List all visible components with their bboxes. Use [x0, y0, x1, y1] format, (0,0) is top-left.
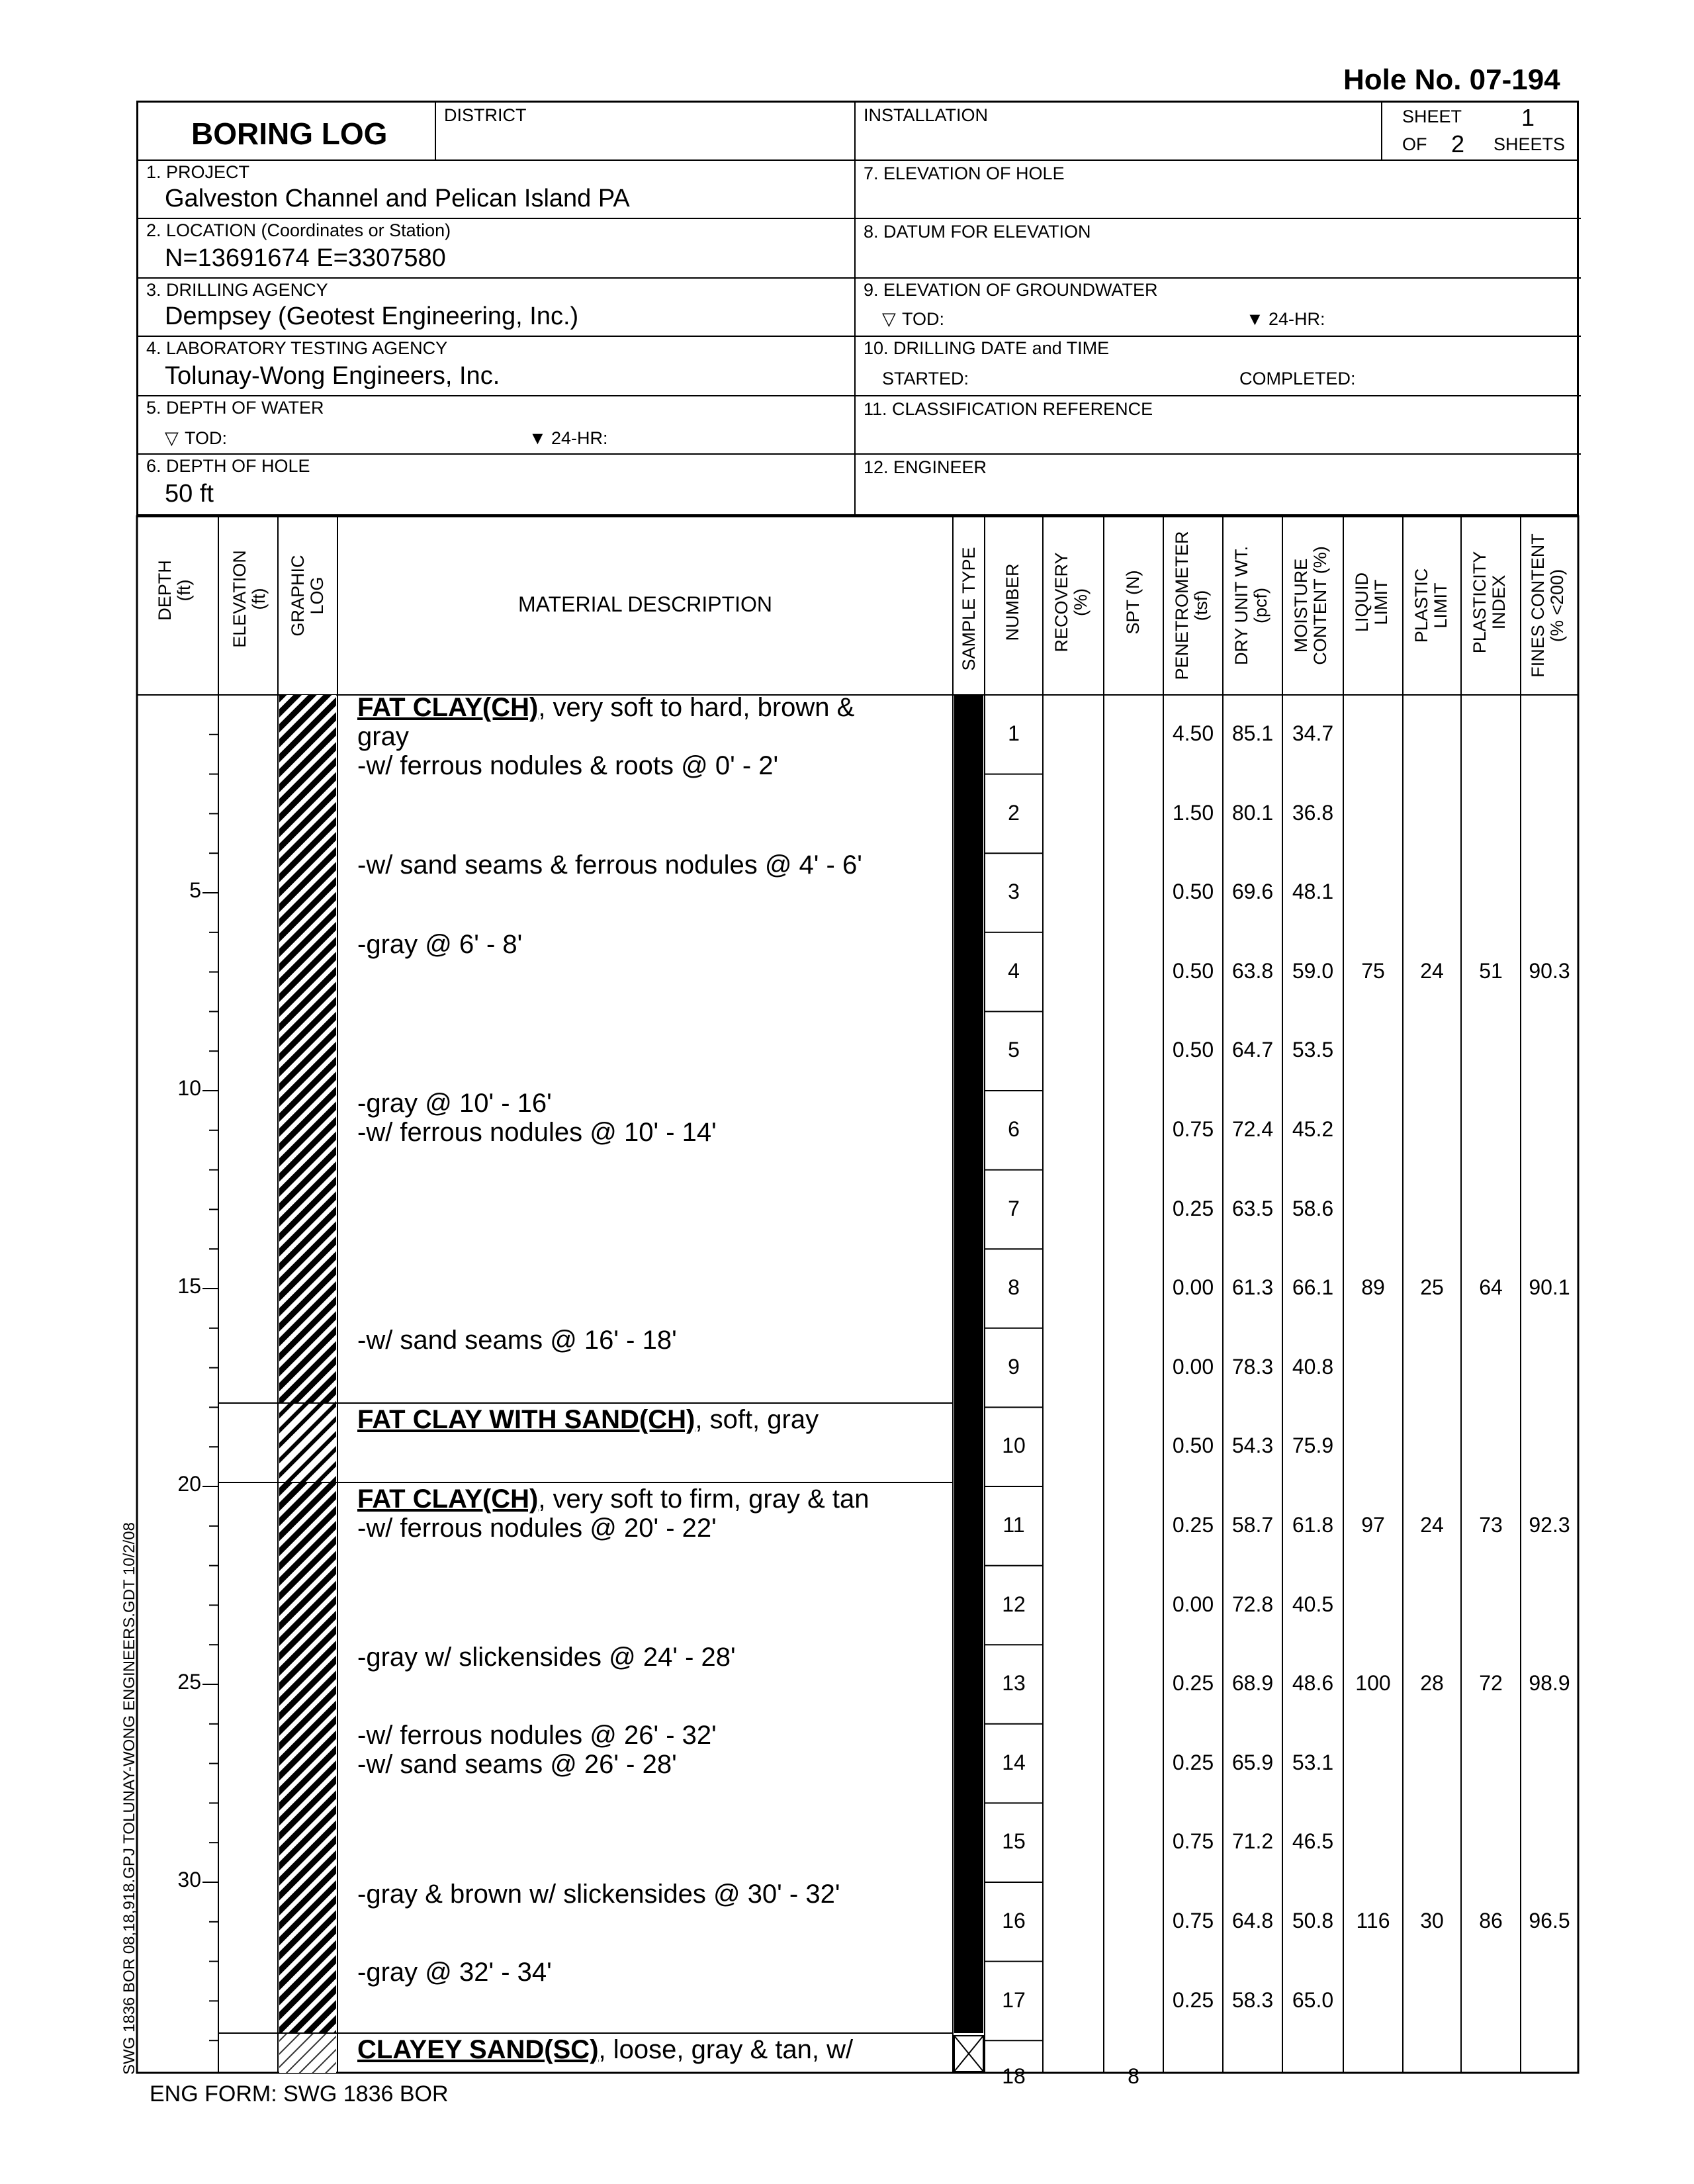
- sample-4-ll: 75: [1361, 958, 1385, 983]
- drill-date-label: 10. DRILLING DATE and TIME: [864, 338, 1110, 358]
- drilling-agency-value: Dempsey (Geotest Engineering, Inc.): [165, 302, 579, 330]
- sample-4-pl: 24: [1420, 958, 1444, 983]
- sample-13-ll: 100: [1355, 1671, 1391, 1696]
- completed-label: COMPLETED:: [1239, 369, 1356, 388]
- col-fines-header: FINES CONTENT (% <200): [1528, 533, 1567, 678]
- col-liquid-header: LIQUID LIMIT: [1352, 572, 1391, 633]
- depth-label-25: 25: [177, 1670, 201, 1694]
- sample-5-number: 5: [1008, 1038, 1020, 1062]
- sample-11-pi: 73: [1479, 1513, 1503, 1537]
- sample-15-pen: 0.75: [1172, 1829, 1214, 1854]
- desc-line-4: -w/ sand seams & ferrous nodules @ 4' - 6': [357, 850, 862, 880]
- sample-1-pen: 4.50: [1172, 721, 1214, 745]
- sample-5-moist: 53.5: [1292, 1038, 1334, 1062]
- sample-10-dry: 54.3: [1231, 1433, 1274, 1458]
- sample-11-number: 11: [1003, 1513, 1025, 1537]
- col-recovery-header: RECOVERY (%): [1051, 552, 1091, 653]
- sample-8-number: 8: [1008, 1275, 1020, 1300]
- sample-14-dry: 65.9: [1231, 1750, 1274, 1774]
- sample-13-moist: 48.6: [1292, 1671, 1334, 1696]
- desc-line-10: FAT CLAY(CH), very soft to firm, gray & tan: [357, 1484, 869, 1514]
- sample-1-number: 1: [1008, 721, 1020, 745]
- sample-7-moist: 58.6: [1292, 1196, 1334, 1220]
- sample-15-moist: 46.5: [1292, 1829, 1334, 1854]
- col-plastic-header: PLASTIC LIMIT: [1411, 568, 1450, 643]
- sample-14-moist: 53.1: [1292, 1750, 1334, 1774]
- of-label: OF: [1402, 134, 1427, 154]
- sample-6-number: 6: [1008, 1117, 1020, 1141]
- col-sample-type-header: SAMPLE TYPE: [959, 547, 979, 671]
- water-24-label: 24-HR:: [551, 428, 608, 448]
- sample-5-dry: 64.7: [1231, 1038, 1274, 1062]
- lab-label: 4. LABORATORY TESTING AGENCY: [146, 338, 448, 358]
- sample-3-number: 3: [1008, 880, 1020, 904]
- depth-label-30: 30: [177, 1868, 201, 1891]
- depth-label-10: 10: [177, 1076, 201, 1100]
- sample-7-number: 7: [1008, 1196, 1020, 1220]
- sample-9-moist: 40.8: [1292, 1354, 1334, 1379]
- desc-line-1: FAT CLAY(CH), very soft to hard, brown &: [357, 693, 855, 722]
- hole-number: Hole No. 07-194: [1343, 64, 1560, 96]
- sample-11-dry: 58.7: [1231, 1513, 1274, 1537]
- sample-8-pen: 0.00: [1172, 1275, 1214, 1300]
- col-dry-unit-header: DRY UNIT WT. (pcf): [1231, 545, 1270, 666]
- sample-2-dry: 80.1: [1231, 800, 1274, 825]
- sample-15-dry: 71.2: [1231, 1829, 1274, 1854]
- sample-9-number: 9: [1008, 1354, 1020, 1379]
- sample-8-moist: 66.1: [1292, 1275, 1334, 1300]
- col-moisture-header: MOISTURE CONTENT (%): [1291, 546, 1330, 665]
- sample-12-number: 12: [1002, 1592, 1026, 1616]
- sample-10-moist: 75.9: [1292, 1433, 1334, 1458]
- sample-11-ll: 97: [1361, 1513, 1385, 1537]
- sample-8-ll: 89: [1361, 1275, 1385, 1300]
- sheet-number: 1: [1521, 104, 1535, 131]
- district-label: DISTRICT: [444, 105, 527, 125]
- sample-2-moist: 36.8: [1292, 800, 1334, 825]
- sample-11-pl: 24: [1420, 1513, 1444, 1537]
- sample-16-pl: 30: [1420, 1909, 1444, 1933]
- sample-8-pl: 25: [1420, 1275, 1444, 1300]
- col-graphic-header: GRAPHIC LOG: [288, 555, 327, 637]
- sample-12-moist: 40.5: [1292, 1592, 1334, 1616]
- depth-ticks: [202, 735, 218, 2040]
- desc-line-5: -gray @ 6' - 8': [357, 930, 523, 959]
- sample-12-dry: 72.8: [1231, 1592, 1274, 1616]
- sample-16-moist: 50.8: [1292, 1909, 1334, 1933]
- desc-line-2: gray: [357, 722, 409, 751]
- sample-11-moist: 61.8: [1292, 1513, 1334, 1537]
- sample-6-dry: 72.4: [1231, 1117, 1274, 1141]
- col-elevation-header: ELEVATION (ft): [230, 550, 269, 648]
- gw-tod-label: TOD:: [902, 309, 945, 329]
- desc-line-11: -w/ ferrous nodules @ 20' - 22': [357, 1514, 717, 1543]
- water-tod-symbol: ▽: [165, 428, 179, 448]
- gw-tod-symbol: ▽: [882, 309, 896, 329]
- gw-24-symbol: ▼: [1246, 309, 1264, 329]
- col-pi-header: PLASTICITY INDEX: [1470, 551, 1509, 654]
- sample-4-dry: 63.8: [1231, 958, 1274, 983]
- sample-3-dry: 69.6: [1231, 880, 1274, 904]
- sample-16-pen: 0.75: [1172, 1909, 1214, 1933]
- desc-line-13: -w/ ferrous nodules @ 26' - 32': [357, 1721, 717, 1750]
- sample-17-pen: 0.25: [1172, 1987, 1214, 2012]
- desc-line-17: CLAYEY SAND(SC), loose, gray & tan, w/: [357, 2035, 854, 2064]
- desc-line-12: -gray w/ slickensides @ 24' - 28': [357, 1643, 736, 1672]
- sample-4-fines: 90.3: [1529, 958, 1570, 983]
- desc-line-14: -w/ sand seams @ 26' - 28': [357, 1750, 677, 1779]
- sample-13-pen: 0.25: [1172, 1671, 1214, 1696]
- desc-line-7: -w/ ferrous nodules @ 10' - 14': [357, 1118, 717, 1147]
- datum-label: 8. DATUM FOR ELEVATION: [864, 222, 1091, 242]
- sample-13-pi: 72: [1479, 1671, 1503, 1696]
- sample-11-fines: 92.3: [1529, 1513, 1570, 1537]
- depth-hole-label: 6. DEPTH OF HOLE: [146, 456, 310, 476]
- desc-line-16: -gray @ 32' - 34': [357, 1958, 552, 1987]
- desc-line-6: -gray @ 10' - 16': [357, 1089, 552, 1118]
- graphic-fat-clay-1: [279, 695, 336, 1403]
- sample-4-pen: 0.50: [1172, 958, 1214, 983]
- depth-label-15: 15: [177, 1274, 201, 1298]
- engineer-label: 12. ENGINEER: [864, 457, 987, 477]
- sample-16-dry: 64.8: [1231, 1909, 1274, 1933]
- sample-16-pi: 86: [1479, 1909, 1503, 1933]
- form-footer: ENG FORM: SWG 1836 BOR: [150, 2081, 449, 2107]
- sample-13-pl: 28: [1420, 1671, 1444, 1696]
- col-material-header: MATERIAL DESCRIPTION: [517, 592, 773, 616]
- project-value: Galveston Channel and Pelican Island PA: [165, 185, 630, 212]
- depth-hole-value: 50 ft: [165, 480, 214, 508]
- col-spt-header: SPT (N): [1123, 570, 1143, 635]
- sample-11-pen: 0.25: [1172, 1513, 1214, 1537]
- sample-13-fines: 98.9: [1529, 1671, 1570, 1696]
- form-title: BORING LOG: [191, 116, 388, 151]
- sample-12-pen: 0.00: [1172, 1592, 1214, 1616]
- sample-10-pen: 0.50: [1172, 1433, 1214, 1458]
- elev-gw-label: 9. ELEVATION OF GROUNDWATER: [864, 280, 1158, 300]
- drilling-agency-label: 3. DRILLING AGENCY: [146, 280, 328, 300]
- desc-line-9: FAT CLAY WITH SAND(CH), soft, gray: [357, 1405, 819, 1434]
- graphic-clayey-sand: [279, 2033, 336, 2073]
- sample-type-bar: [954, 695, 983, 2033]
- sample-17-moist: 65.0: [1292, 1987, 1334, 2012]
- depth-label-20: 20: [177, 1472, 201, 1496]
- sample-10-number: 10: [1002, 1433, 1026, 1458]
- graphic-fat-clay-2: [279, 1482, 336, 2033]
- lab-value: Tolunay-Wong Engineers, Inc.: [165, 362, 500, 390]
- desc-line-3: -w/ ferrous nodules & roots @ 0' - 2': [357, 751, 779, 780]
- sample-1-dry: 85.1: [1231, 721, 1274, 745]
- sample-4-pi: 51: [1479, 958, 1503, 983]
- class-ref-label: 11. CLASSIFICATION REFERENCE: [864, 399, 1153, 419]
- sheets-label: SHEETS: [1493, 134, 1566, 154]
- sample-6-moist: 45.2: [1292, 1117, 1334, 1141]
- sample-18-spt: 8: [1128, 2064, 1139, 2089]
- sample-16-number: 16: [1002, 1909, 1026, 1933]
- desc-line-8: -w/ sand seams @ 16' - 18': [357, 1326, 677, 1355]
- sample-14-pen: 0.25: [1172, 1750, 1214, 1774]
- sample-14-number: 14: [1002, 1750, 1026, 1774]
- col-penetrometer-header: PENETROMETER (tsf): [1172, 531, 1211, 680]
- sample-2-pen: 1.50: [1172, 800, 1214, 825]
- desc-line-15: -gray & brown w/ slickensides @ 30' - 32': [357, 1880, 840, 1909]
- sample-16-fines: 96.5: [1529, 1909, 1570, 1933]
- sample-1-moist: 34.7: [1292, 721, 1334, 745]
- sample-13-number: 13: [1002, 1671, 1026, 1696]
- graphic-fat-clay-sand: [279, 1403, 336, 1482]
- sample-9-pen: 0.00: [1172, 1354, 1214, 1379]
- sheet-label: SHEET: [1402, 107, 1462, 126]
- sample-7-dry: 63.5: [1231, 1196, 1274, 1220]
- elev-hole-label: 7. ELEVATION OF HOLE: [864, 163, 1065, 183]
- sample-17-dry: 58.3: [1231, 1987, 1274, 2012]
- col-number-header: NUMBER: [1003, 563, 1022, 641]
- sample-2-number: 2: [1008, 800, 1020, 825]
- sample-8-fines: 90.1: [1529, 1275, 1570, 1300]
- sample-15-number: 15: [1002, 1829, 1026, 1854]
- side-note: SWG 1836 BOR 08,18,918.GPJ TOLUNAY-WONG ENGINEERS.GDT 10/2/08: [120, 1522, 138, 2075]
- depth-water-label: 5. DEPTH OF WATER: [146, 398, 324, 418]
- sample-9-dry: 78.3: [1231, 1354, 1274, 1379]
- water-24-symbol: ▼: [529, 428, 547, 448]
- sample-7-pen: 0.25: [1172, 1196, 1214, 1220]
- sample-5-pen: 0.50: [1172, 1038, 1214, 1062]
- location-label: 2. LOCATION (Coordinates or Station): [146, 220, 451, 240]
- sample-13-dry: 68.9: [1231, 1671, 1274, 1696]
- sheet-total: 2: [1451, 130, 1465, 158]
- col-depth-header: DEPTH (ft): [155, 560, 194, 621]
- sample-17-number: 17: [1002, 1987, 1026, 2012]
- sample-4-moist: 59.0: [1292, 958, 1334, 983]
- installation-label: INSTALLATION: [864, 105, 989, 125]
- depth-label-5: 5: [189, 878, 201, 902]
- sample-18-number: 18: [1002, 2064, 1026, 2089]
- project-label: 1. PROJECT: [146, 162, 250, 182]
- sample-8-dry: 61.3: [1231, 1275, 1274, 1300]
- sample-6-pen: 0.75: [1172, 1117, 1214, 1141]
- sample-8-pi: 64: [1479, 1275, 1503, 1300]
- water-tod-label: TOD:: [185, 428, 228, 448]
- started-label: STARTED:: [882, 369, 969, 388]
- location-value: N=13691674 E=3307580: [165, 244, 446, 272]
- sample-16-ll: 116: [1356, 1909, 1390, 1933]
- sample-3-pen: 0.50: [1172, 880, 1214, 904]
- gw-24-label: 24-HR:: [1269, 309, 1325, 329]
- sample-3-moist: 48.1: [1292, 880, 1334, 904]
- sample-4-number: 4: [1008, 958, 1020, 983]
